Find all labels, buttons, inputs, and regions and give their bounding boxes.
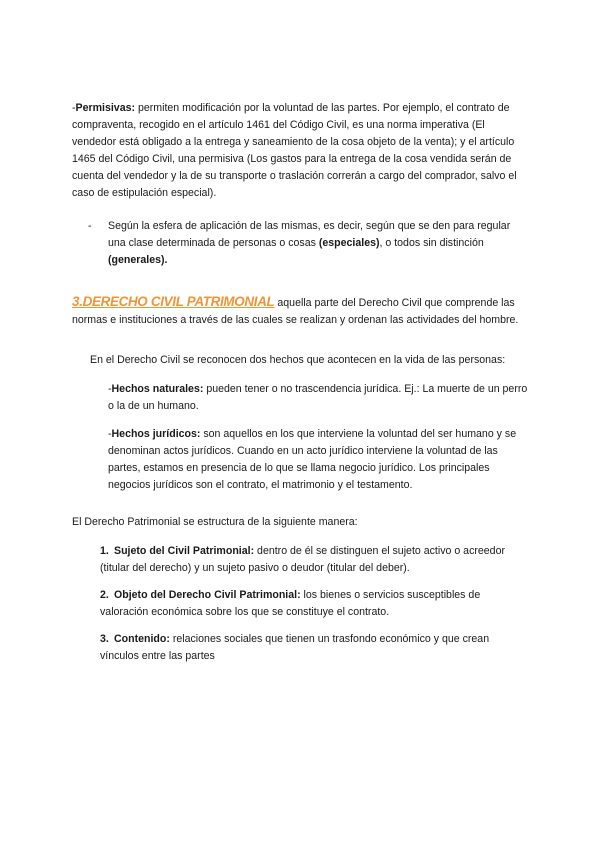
permisivas-term: Permisivas: [75, 102, 136, 114]
hechos-naturales-paragraph [108, 381, 528, 415]
permisivas-prefix: - [72, 102, 76, 114]
section-definition: aquella parte del Derecho Civil que comprende las normas e instituciones a través de las cuales se realizan y ordenan las actividades del hombre. [72, 297, 519, 326]
permisivas-paragraph [72, 100, 528, 202]
estructura-item-term: Contenido: [114, 633, 170, 645]
section-paragraph [72, 293, 528, 329]
hechos-intro: En el Derecho Civil se reconocen dos hechos que acontecen en la vida de las personas: [90, 354, 506, 366]
estructura-intro: El Derecho Patrimonial se estructura de la siguiente manera: [72, 516, 358, 528]
hechos-juridicos-paragraph [108, 426, 528, 494]
esfera-bullet: - [88, 220, 92, 232]
estructura-item-term: Objeto del Derecho Civil Patrimonial: [114, 589, 301, 601]
hechos-juridicos-prefix: - [108, 428, 112, 440]
esfera-bold-a: (especiales) [318, 237, 380, 249]
hechos-naturales-text: pueden tener o no trascendencia jurídica. Ej.: La muerte de un perro o la de un humano. [108, 383, 528, 412]
esfera-text [108, 218, 528, 269]
hechos-juridicos-term: Hechos jurídicos: [111, 428, 201, 440]
hechos-juridicos-text: son aquellos en los que interviene la voluntad del ser humano y se denominan actos jurídicos. Cuando en un acto jurídico interviene la voluntad de las partes, estamos en presencia de lo que se llama negocio jurídico. Los principales negocios jurídicos son el contrato, el matrimonio y el testamento. [108, 428, 517, 491]
esfera-text-a: Según la esfera de aplicación de las mismas, es decir, según que se den para regular una clase determinada de personas o cosas [108, 220, 511, 249]
estructura-item-text: los bienes o servicios susceptibles de valoración económica sobre los que se constituye el contrato. [100, 589, 481, 618]
hechos-naturales-prefix: - [108, 383, 112, 395]
estructura-item-number: 2. [100, 589, 109, 601]
estructura-item-1 [100, 543, 528, 577]
estructura-item-number: 1. [100, 545, 109, 557]
estructura-item-text: dentro de él se distinguen el sujeto activo o acreedor (titular del derecho) y un sujeto pasivo o deudor (titular del deber). [100, 545, 505, 574]
estructura-item-number: 3. [100, 633, 109, 645]
estructura-item-term: Sujeto del Civil Patrimonial: [114, 545, 255, 557]
estructura-item-2 [100, 587, 528, 621]
esfera-bold-b: (generales). [108, 254, 168, 266]
section-heading: 3.DERECHO CIVIL PATRIMONIAL [72, 294, 275, 309]
esfera-text-b: , o todos sin distinción [379, 237, 484, 249]
permisivas-text: permiten modificación por la voluntad de las partes. Por ejemplo, el contrato de compraventa, recogido en el artículo 1461 del Código Civil, es una norma imperativa (El vendedor está obligado a la entrega y saneamiento de la cosa objeto de la venta); y el artículo 1465 del Código Civil, una permisiva (Los gastos para la entrega de la cosa vendida serán de cuenta del vendedor y la de su transporte o traslación correrán a cargo del comprador, salvo el caso de estipulación especial). [72, 102, 517, 199]
estructura-item-3 [100, 631, 528, 665]
hechos-naturales-term: Hechos naturales: [111, 383, 204, 395]
estructura-item-text: relaciones sociales que tienen un trasfondo económico y que crean vínculos entre las partes [100, 633, 490, 662]
